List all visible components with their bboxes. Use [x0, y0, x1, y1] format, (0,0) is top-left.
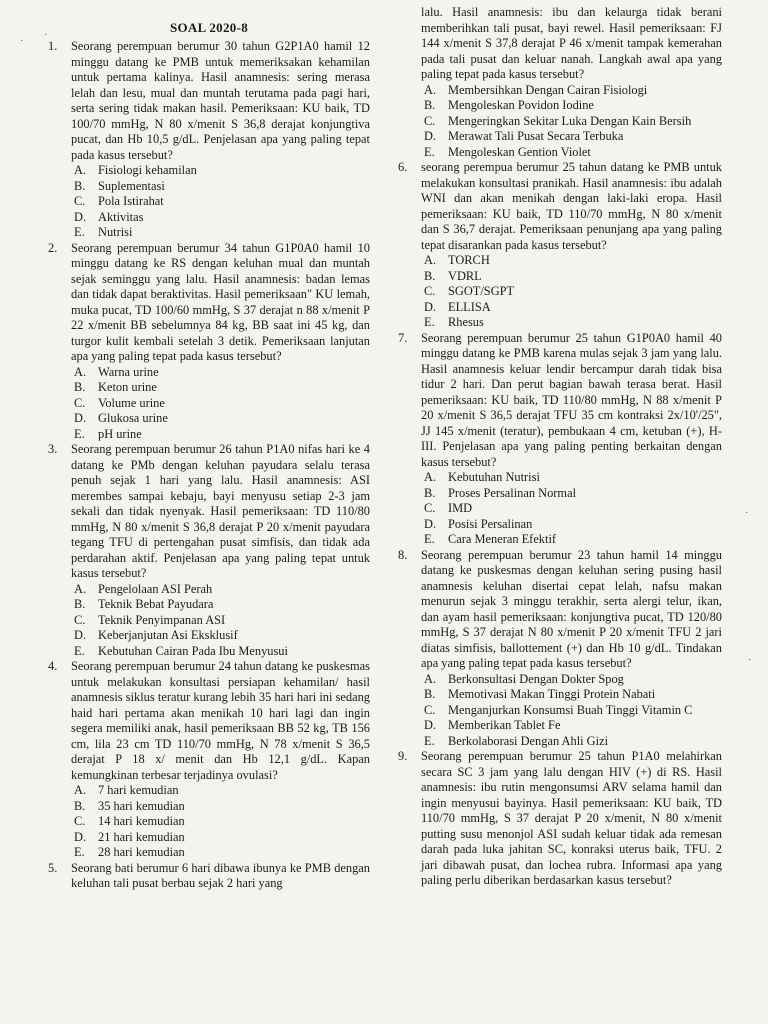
- option-text: 35 hari kemudian: [98, 798, 185, 813]
- option-letter: B.: [74, 380, 86, 394]
- option-text: Pengelolaan ASI Perah: [98, 581, 213, 596]
- question-item: [48, 39, 370, 241]
- answer-option: [421, 517, 722, 533]
- option-text: 14 hari kemudian: [98, 814, 185, 828]
- option-letter: E.: [424, 733, 435, 748]
- question-item: [398, 548, 722, 750]
- option-text: Teknik Bebat Payudara: [98, 597, 214, 611]
- answer-option: [71, 380, 370, 396]
- scan-speck: ·: [748, 655, 752, 666]
- question-number: 1.: [48, 39, 58, 53]
- option-letter: E.: [74, 426, 85, 441]
- question-stem: Seorang perempuan berumur 30 tahun G2P1A0 hamil 12 minggu datang ke PMB untuk memeriksakan kehamilan untuk pertama kalinya. Hasil anamnesis: sering merasa lelah dan lesu, mual dan muntah terutama pada pagi hari, serta sering tidak makan hasil. Pemeriksaan: KU baik, TD 100/70 mmHg, N 80 x/menit S 36,8 derajat konjungtiva pucat, dan Hb 10,5 g/dL. Penjelasan apa yang paling tepat pada kasus tersebut?: [71, 39, 370, 162]
- answer-option: [421, 470, 722, 486]
- option-text: Suplementasi: [98, 178, 165, 193]
- right-question-list: [398, 83, 722, 889]
- question-number: 7.: [398, 330, 408, 345]
- option-text: Kebutuhan Cairan Pada Ibu Menyusui: [98, 643, 288, 658]
- option-text: Merawat Tali Pusat Secara Terbuka: [448, 129, 624, 143]
- question-number: 8.: [398, 547, 408, 562]
- question-item: [48, 442, 370, 659]
- answer-options: [71, 163, 370, 241]
- question-number: 9.: [398, 749, 408, 763]
- option-letter: E.: [424, 315, 435, 329]
- answer-options: [71, 783, 370, 861]
- question-stem: Seorang perempuan berumur 23 tahun hamil 14 minggu datang ke puskesmas dengan keluhan sering pusing hasil anamnesis keluhan disertai cepat lelah, nafsu makan menurun sejak 3 minggu terakhir, serta alergi telur, ikan, dan ayam hasil pemeriksaan: konjungtiva pucat, TD 120/80 mmHg, S 37 derajat N 80 x/menit P 20 x/menit TFU 2 jari diatas simfisis, ballottement (+) dan Hb 10 g/dL. Tindakan apa yang paling tepat pada kasus tersebut?: [421, 547, 722, 670]
- question-number: 4.: [48, 659, 58, 673]
- answer-option: [71, 628, 370, 644]
- answer-option: [71, 427, 370, 443]
- left-column: [48, 0, 370, 892]
- answer-options: [71, 582, 370, 660]
- option-letter: A.: [424, 671, 437, 686]
- option-text: Memotivasi Makan Tinggi Protein Nabati: [448, 687, 656, 701]
- scan-speck: ·: [20, 36, 24, 47]
- answer-option: [71, 814, 370, 830]
- answer-option: [421, 486, 722, 502]
- option-text: 21 hari kemudian: [98, 829, 185, 844]
- answer-option: [421, 98, 722, 114]
- answer-option: [421, 284, 722, 300]
- option-letter: C.: [424, 501, 436, 515]
- question-number: 3.: [48, 442, 58, 456]
- option-text: Nutrisi: [98, 225, 133, 239]
- scan-speck: ·: [44, 30, 48, 41]
- answer-option: [71, 783, 370, 799]
- q5-continuation-text: lalu. Hasil anamnesis: ibu dan kelaurga tidak berani memberihkan tali pusat, bayi rewel. Hasil pemeriksaan: FJ 144 x/menit S 37,8 derajat P 46 x/menit tampak kemerahan pada tali pusat dan keluar nanah. Langkah awal apa yang paling tepat pada kasus tersebut?: [421, 5, 722, 81]
- option-text: Mengoleskan Gention Violet: [448, 144, 591, 159]
- answer-option: [71, 225, 370, 241]
- question-stem: Seorang bati berumur 6 hari dibawa ibunya ke PMB dengan keluhan tali pusat berbau sejak 2 hari yang: [71, 860, 370, 890]
- answer-option: [71, 163, 370, 179]
- option-text: Fisiologi kehamilan: [98, 163, 197, 177]
- option-letter: D.: [74, 209, 87, 224]
- option-letter: B.: [424, 98, 436, 112]
- option-letter: B.: [424, 268, 436, 283]
- option-letter: A.: [424, 82, 437, 97]
- option-text: Mengoleskan Povidon Iodine: [448, 98, 594, 112]
- option-letter: A.: [74, 364, 87, 379]
- option-letter: B.: [74, 178, 86, 193]
- answer-option: [421, 703, 722, 719]
- question-stem: Seorang perempuan berumur 25 tahun P1A0 melahirkan secara SC 3 jam yang lalu dengan HIV (+) di RS. Hasil anamnesis: ibu rutin mengonsumsi ARV selama hamil dan ingin menyusui bayinya. Hasil pemeriksaan: KU baik, TD 110/70 mmHg, S 37 derajat P 20 x/menit, N 80 x/menit putting susu menonjol ASI sudah keluar tidak ada remesan darah pada luka jahitan SC, konraksi uterus baik, TFU. 2 jari dibawah pusat, dan lochea rubra. Informasi apa yang paling perlu diberikan berdasarkan kasus tersebut?: [421, 749, 722, 887]
- page-title: SOAL 2020-8: [169, 20, 249, 35]
- option-letter: E.: [74, 643, 85, 658]
- answer-option: [71, 194, 370, 210]
- answer-option: [421, 672, 722, 688]
- option-text: pH urine: [98, 426, 142, 441]
- option-letter: A.: [424, 470, 437, 484]
- option-letter: D.: [74, 628, 87, 642]
- option-letter: D.: [424, 516, 437, 531]
- answer-option: [71, 830, 370, 846]
- answer-options: [71, 365, 370, 443]
- option-text: TORCH: [448, 253, 490, 267]
- answer-option: [421, 114, 722, 130]
- option-letter: D.: [74, 829, 87, 844]
- option-letter: C.: [424, 113, 436, 128]
- option-text: Posisi Persalinan: [448, 516, 533, 531]
- question-stem: Seorang perempuan berumur 26 tahun P1A0 nifas hari ke 4 datang ke PMb dengan keluhan payudara selalu terasa penuh sejak 1 hari yang lalu. Hasil anamnesis: ASI merembes sampai kebaju, bayi menyusu setiap 2-3 jam sekali dan tidak nyenyak. Hasil pemeriksaan: TD 110/80 mmHg, N 80 x/menit S 36,8 derajat P 20 x/menit payudara tegang TFU di pertengahan pusat simfisis, dan tidak ada perdarahan aktif. Penjelasan apa yang paling tepat untuk kasus tersebut?: [71, 442, 370, 580]
- answer-option: [421, 734, 722, 750]
- option-text: Keberjanjutan Asi Eksklusif: [98, 628, 238, 642]
- option-letter: C.: [424, 702, 436, 717]
- option-letter: E.: [74, 845, 85, 859]
- answer-options: [421, 470, 722, 548]
- question-stem: Seorang perempuan berumur 24 tahun datang ke puskesmas untuk melakukan konsultasi persiapan kehamilan/ hasil anamnesis siklus teratur kurang lebih 35 hari hari ini sedang haid hari pertama akan menikah 10 hari lagi dan ingin segera memiliki anak, hasil pemeriksaan BB 52 kg, TB 156 cm, lila 23 cm TD 110/70 mmHg, N 78 x/menit S 36,5 derajat P 18 x/ menit dan Hb 12,1 g/dL. Kapan kemungkinan terbesar terjadinya ovulasi?: [71, 659, 370, 782]
- option-letter: A.: [74, 783, 87, 797]
- left-question-list: [48, 39, 370, 892]
- answer-options: [421, 253, 722, 331]
- option-letter: B.: [74, 597, 86, 611]
- question-number: 5.: [48, 860, 58, 875]
- option-letter: C.: [74, 395, 86, 410]
- option-text: Pola Istirahat: [98, 194, 164, 208]
- option-letter: A.: [74, 581, 87, 596]
- option-text: Teknik Penyimpanan ASI: [98, 612, 226, 627]
- answer-option: [421, 269, 722, 285]
- answer-option: [71, 411, 370, 427]
- question-item: [48, 861, 370, 892]
- option-text: Proses Persalinan Normal: [448, 485, 577, 500]
- answer-option: [421, 129, 722, 145]
- option-text: Keton urine: [98, 380, 157, 394]
- scan-speck: ·: [745, 508, 749, 519]
- answer-option: [71, 210, 370, 226]
- question-item: [398, 749, 722, 889]
- option-letter: C.: [424, 284, 436, 298]
- option-text: Warna urine: [98, 364, 159, 379]
- answer-option: [71, 396, 370, 412]
- option-letter: D.: [424, 718, 437, 732]
- answer-option: [71, 365, 370, 381]
- option-text: SGOT/SGPT: [448, 284, 515, 298]
- answer-option: [421, 687, 722, 703]
- option-letter: C.: [74, 814, 86, 828]
- option-text: Volume urine: [98, 395, 165, 410]
- option-text: Cara Meneran Efektif: [448, 532, 557, 546]
- option-text: Menganjurkan Konsumsi Buah Tinggi Vitamin C: [448, 702, 693, 717]
- answer-options: [421, 83, 722, 161]
- answer-option: [71, 179, 370, 195]
- answer-option: [421, 532, 722, 548]
- answer-option: [71, 597, 370, 613]
- option-letter: E.: [74, 225, 85, 239]
- question-item: [398, 83, 722, 161]
- option-text: 28 hari kemudian: [98, 845, 185, 859]
- option-letter: E.: [424, 144, 435, 159]
- question-item: [398, 160, 722, 331]
- option-text: Aktivitas: [98, 209, 144, 224]
- right-column: [398, 0, 722, 889]
- option-text: Glukosa urine: [98, 411, 168, 425]
- answer-option: [71, 799, 370, 815]
- answer-option: [71, 845, 370, 861]
- answer-option: [421, 145, 722, 161]
- answer-option: [71, 644, 370, 660]
- option-text: Berkolaborasi Dengan Ahli Gizi: [448, 733, 609, 748]
- answer-options: [421, 672, 722, 750]
- question-stem: Seorang perempuan berumur 34 tahun G1P0A0 hamil 10 minggu datang ke RS dengan keluhan mual dan muntah sejak seminggu yang lalu. Hasil anamnesis: badan lemas dan tidak dapat beraktivitas. Hasil pemeriksaan" KU lemah, muka pucat, TD 100/60 mmHg, S 37 derajat n 88 x/menit P 22 x/menit BB sebelumnya 84 kg, BB saat ini 45 kg, dan turgor kulit kembali setelah 3 detik. Pemeriksaan lanjutan apa yang paling tepat pada kasus tersebut?: [71, 240, 370, 363]
- option-text: Berkonsultasi Dengan Dokter Spog: [448, 671, 624, 686]
- question-number: 2.: [48, 240, 58, 255]
- option-letter: A.: [424, 253, 437, 267]
- question-item: [48, 241, 370, 443]
- option-letter: D.: [424, 299, 437, 314]
- option-text: 7 hari kemudian: [98, 783, 179, 797]
- answer-option: [421, 315, 722, 331]
- answer-option: [71, 582, 370, 598]
- answer-option: [421, 718, 722, 734]
- option-letter: C.: [74, 194, 86, 208]
- option-letter: B.: [424, 687, 436, 701]
- option-text: Mengeringkan Sekitar Luka Dengan Kain Bersih: [448, 113, 692, 128]
- option-letter: D.: [424, 129, 437, 143]
- answer-option: [421, 253, 722, 269]
- question-stem: seorang perempua berumur 25 tahun datang ke PMB untuk melakukan konsultasi pranikah. Hasil anamnesis: ibu adalah WNI dan akan menikah dengan laki-laki eropa. Hasil pemeriksaan: KU baik, TD 110/70 mmHg, N 80 x/menit dan S 36,7 derajat. Pemeriksaan penunjang apa yang paling tepat disarankan pada kasus tersebut?: [421, 160, 722, 252]
- option-letter: E.: [424, 532, 435, 546]
- answer-option: [421, 83, 722, 99]
- option-letter: D.: [74, 411, 87, 425]
- option-text: ELLISA: [448, 299, 491, 314]
- question-item: [48, 659, 370, 861]
- option-text: VDRL: [448, 268, 482, 283]
- option-letter: B.: [74, 798, 86, 813]
- option-letter: A.: [74, 163, 87, 177]
- option-text: IMD: [448, 501, 473, 515]
- option-letter: B.: [424, 485, 436, 500]
- answer-option: [71, 613, 370, 629]
- question-item: [398, 331, 722, 548]
- option-text: Rhesus: [448, 315, 484, 329]
- option-text: Membersihkan Dengan Cairan Fisiologi: [448, 82, 648, 97]
- answer-option: [421, 501, 722, 517]
- question-stem: Seorang perempuan berumur 25 tahun G1P0A0 hamil 40 minggu datang ke PMB karena mulas sejak 3 jam yang lalu. Hasil anamnesis keluar lendir bercampur darah tidak bisa tidur 2 hari. Dan perut bagian bawah terasa berat. Hasil pemeriksaan: KU baik, TD 110/80 mmHg, N 88 x/menit P 20 x/menit S 36,5 derajat TFU 35 cm kontraksi 2x/10'/25", JJ 145 x/menit (teratur), pembukaan 4 cm, ketuban (+), H-III. Penjelasan apa yang paling penting berkaitan dengan kasus tersebut?: [421, 330, 722, 469]
- option-text: Memberikan Tablet Fe: [448, 718, 561, 732]
- option-text: Kebutuhan Nutrisi: [448, 470, 540, 484]
- answer-option: [421, 300, 722, 316]
- question-number: 6.: [398, 160, 408, 174]
- option-letter: C.: [74, 612, 86, 627]
